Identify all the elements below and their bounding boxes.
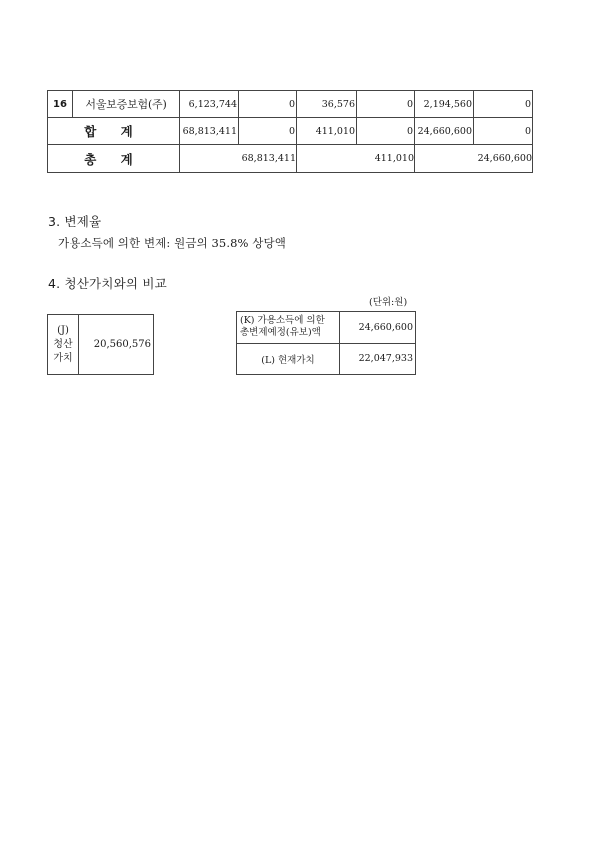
label-line: 가치 [53, 352, 73, 364]
planned-repayment-value: 24,660,600 [340, 312, 416, 344]
creditor-name: 서울보증보험(주) [73, 91, 180, 118]
planned-repayment-label [237, 312, 340, 344]
table-cell: 0 [474, 91, 533, 118]
table-row [237, 343, 416, 375]
section-heading-repayment-rate: 3. 변제율 [48, 214, 102, 229]
table-cell: 36,576 [297, 91, 357, 118]
label-line: 총변제예정(유보)액 [240, 327, 321, 339]
subtotal-label: 합 계 [48, 118, 180, 145]
row-number: 16 [48, 91, 73, 118]
table-cell: 68,813,411 [180, 145, 297, 173]
label-line: (K) 가용소득에 의한 [240, 315, 325, 327]
table-cell: 2,194,560 [415, 91, 474, 118]
table-row [48, 315, 154, 375]
table-cell: 0 [357, 91, 415, 118]
repayment-comparison-box [236, 311, 416, 375]
table-cell: 24,660,600 [415, 118, 474, 145]
repayment-table [47, 90, 533, 173]
liquidation-value-label [48, 315, 79, 375]
table-cell: 68,813,411 [180, 118, 239, 145]
table-cell: 411,010 [297, 145, 415, 173]
present-value-label: (L) 현재가치 [237, 343, 340, 375]
table-cell: 24,660,600 [415, 145, 533, 173]
table-cell: 0 [239, 118, 297, 145]
unit-label: (단위:원) [369, 297, 408, 308]
section-heading-liquidation-comparison: 4. 청산가치와의 비교 [48, 276, 167, 291]
label-line: (J) [57, 324, 69, 336]
table-cell: 0 [474, 118, 533, 145]
repayment-rate-text: 가용소득에 의한 변제: 원금의 35.8% 상당액 [58, 236, 286, 250]
present-value: 22,047,933 [340, 343, 416, 375]
table-cell: 0 [239, 91, 297, 118]
table-cell: 6,123,744 [180, 91, 239, 118]
liquidation-value: 20,560,576 [79, 315, 154, 375]
liquidation-value-box [47, 314, 154, 375]
table-row [237, 312, 416, 344]
subtotal-row [48, 118, 533, 145]
table-row [48, 91, 533, 118]
total-label: 총 계 [48, 145, 180, 173]
table-cell: 411,010 [297, 118, 357, 145]
label-line: 청산 [53, 338, 73, 350]
total-row [48, 145, 533, 173]
table-cell: 0 [357, 118, 415, 145]
